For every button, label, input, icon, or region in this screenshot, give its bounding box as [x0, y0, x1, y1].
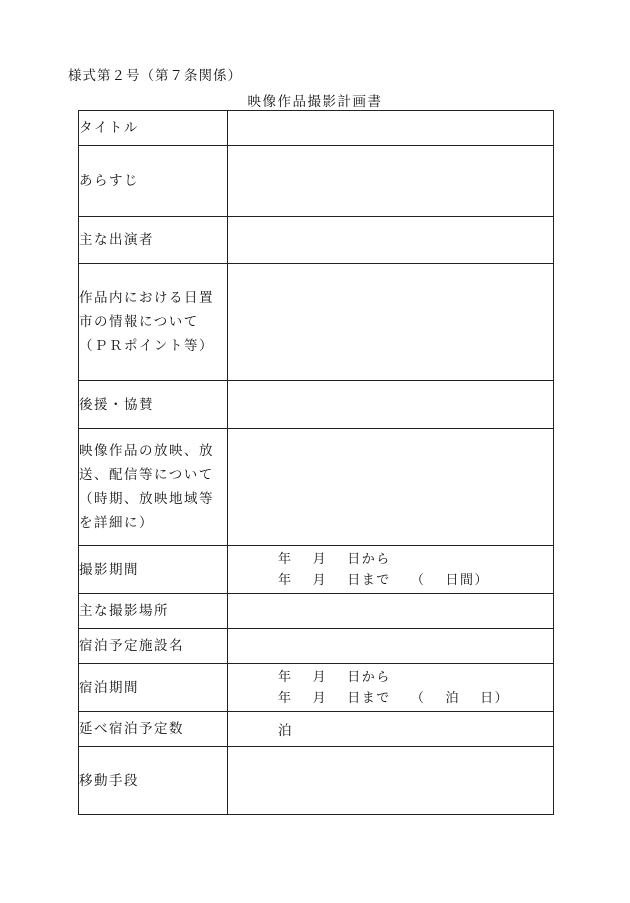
- plan-table: [78, 110, 554, 815]
- row-release: [79, 429, 554, 546]
- lodging-period-from: 年 月 日から: [278, 669, 391, 685]
- row-support: [79, 381, 554, 429]
- lodging-period-field[interactable]: [228, 664, 554, 712]
- support-label: 後援・協賛: [79, 381, 228, 429]
- pr-label-line: 作品内における日置: [79, 290, 214, 306]
- total-nights-unit: 泊: [278, 723, 293, 739]
- row-total-nights: [79, 712, 554, 747]
- pr-field[interactable]: [228, 264, 554, 381]
- total-nights-label: 延べ宿泊予定数: [79, 712, 228, 747]
- row-title: [79, 111, 554, 146]
- cast-field[interactable]: [228, 217, 554, 264]
- pr-label-line: （ＰＲポイント等）: [79, 338, 214, 354]
- shoot-period-to: 年 月 日まで （ 日間）: [278, 572, 490, 588]
- pr-label-line: 市の情報について: [79, 314, 199, 330]
- lodging-period-label: 宿泊期間: [79, 664, 228, 712]
- row-shoot-period: [79, 546, 554, 594]
- release-label-line: （時期、放映地域等: [79, 491, 214, 507]
- locations-field[interactable]: [228, 594, 554, 629]
- pr-label: [79, 264, 228, 381]
- form-number: 様式第２号（第７条関係）: [68, 68, 242, 84]
- shoot-period-label: 撮影期間: [79, 546, 228, 594]
- release-label: [79, 429, 228, 546]
- form-title: 映像作品撮影計画書: [247, 94, 383, 110]
- release-label-line: 映像作品の放映、放: [79, 443, 214, 459]
- locations-label: 主な撮影場所: [79, 594, 228, 629]
- transport-field[interactable]: [228, 747, 554, 815]
- row-locations: [79, 594, 554, 629]
- synopsis-field[interactable]: [228, 146, 554, 217]
- row-lodging-name: [79, 629, 554, 664]
- lodging-name-field[interactable]: [228, 629, 554, 664]
- release-field[interactable]: [228, 429, 554, 546]
- total-nights-field[interactable]: [228, 712, 554, 747]
- row-synopsis: [79, 146, 554, 217]
- transport-label: 移動手段: [79, 747, 228, 815]
- lodging-period-to: 年 月 日まで （ 泊 日）: [278, 690, 510, 706]
- cast-label: 主な出演者: [79, 217, 228, 264]
- row-transport: [79, 747, 554, 815]
- title-field[interactable]: [228, 111, 554, 146]
- row-lodging-period: [79, 664, 554, 712]
- row-pr: [79, 264, 554, 381]
- release-label-line: 送、配信等について: [79, 467, 214, 483]
- shoot-period-from: 年 月 日から: [278, 551, 391, 567]
- support-field[interactable]: [228, 381, 554, 429]
- row-cast: [79, 217, 554, 264]
- shoot-period-field[interactable]: [228, 546, 554, 594]
- release-label-line: を詳細に）: [79, 515, 154, 531]
- title-label: タイトル: [79, 111, 228, 146]
- lodging-name-label: 宿泊予定施設名: [79, 629, 228, 664]
- synopsis-label: あらすじ: [79, 146, 228, 217]
